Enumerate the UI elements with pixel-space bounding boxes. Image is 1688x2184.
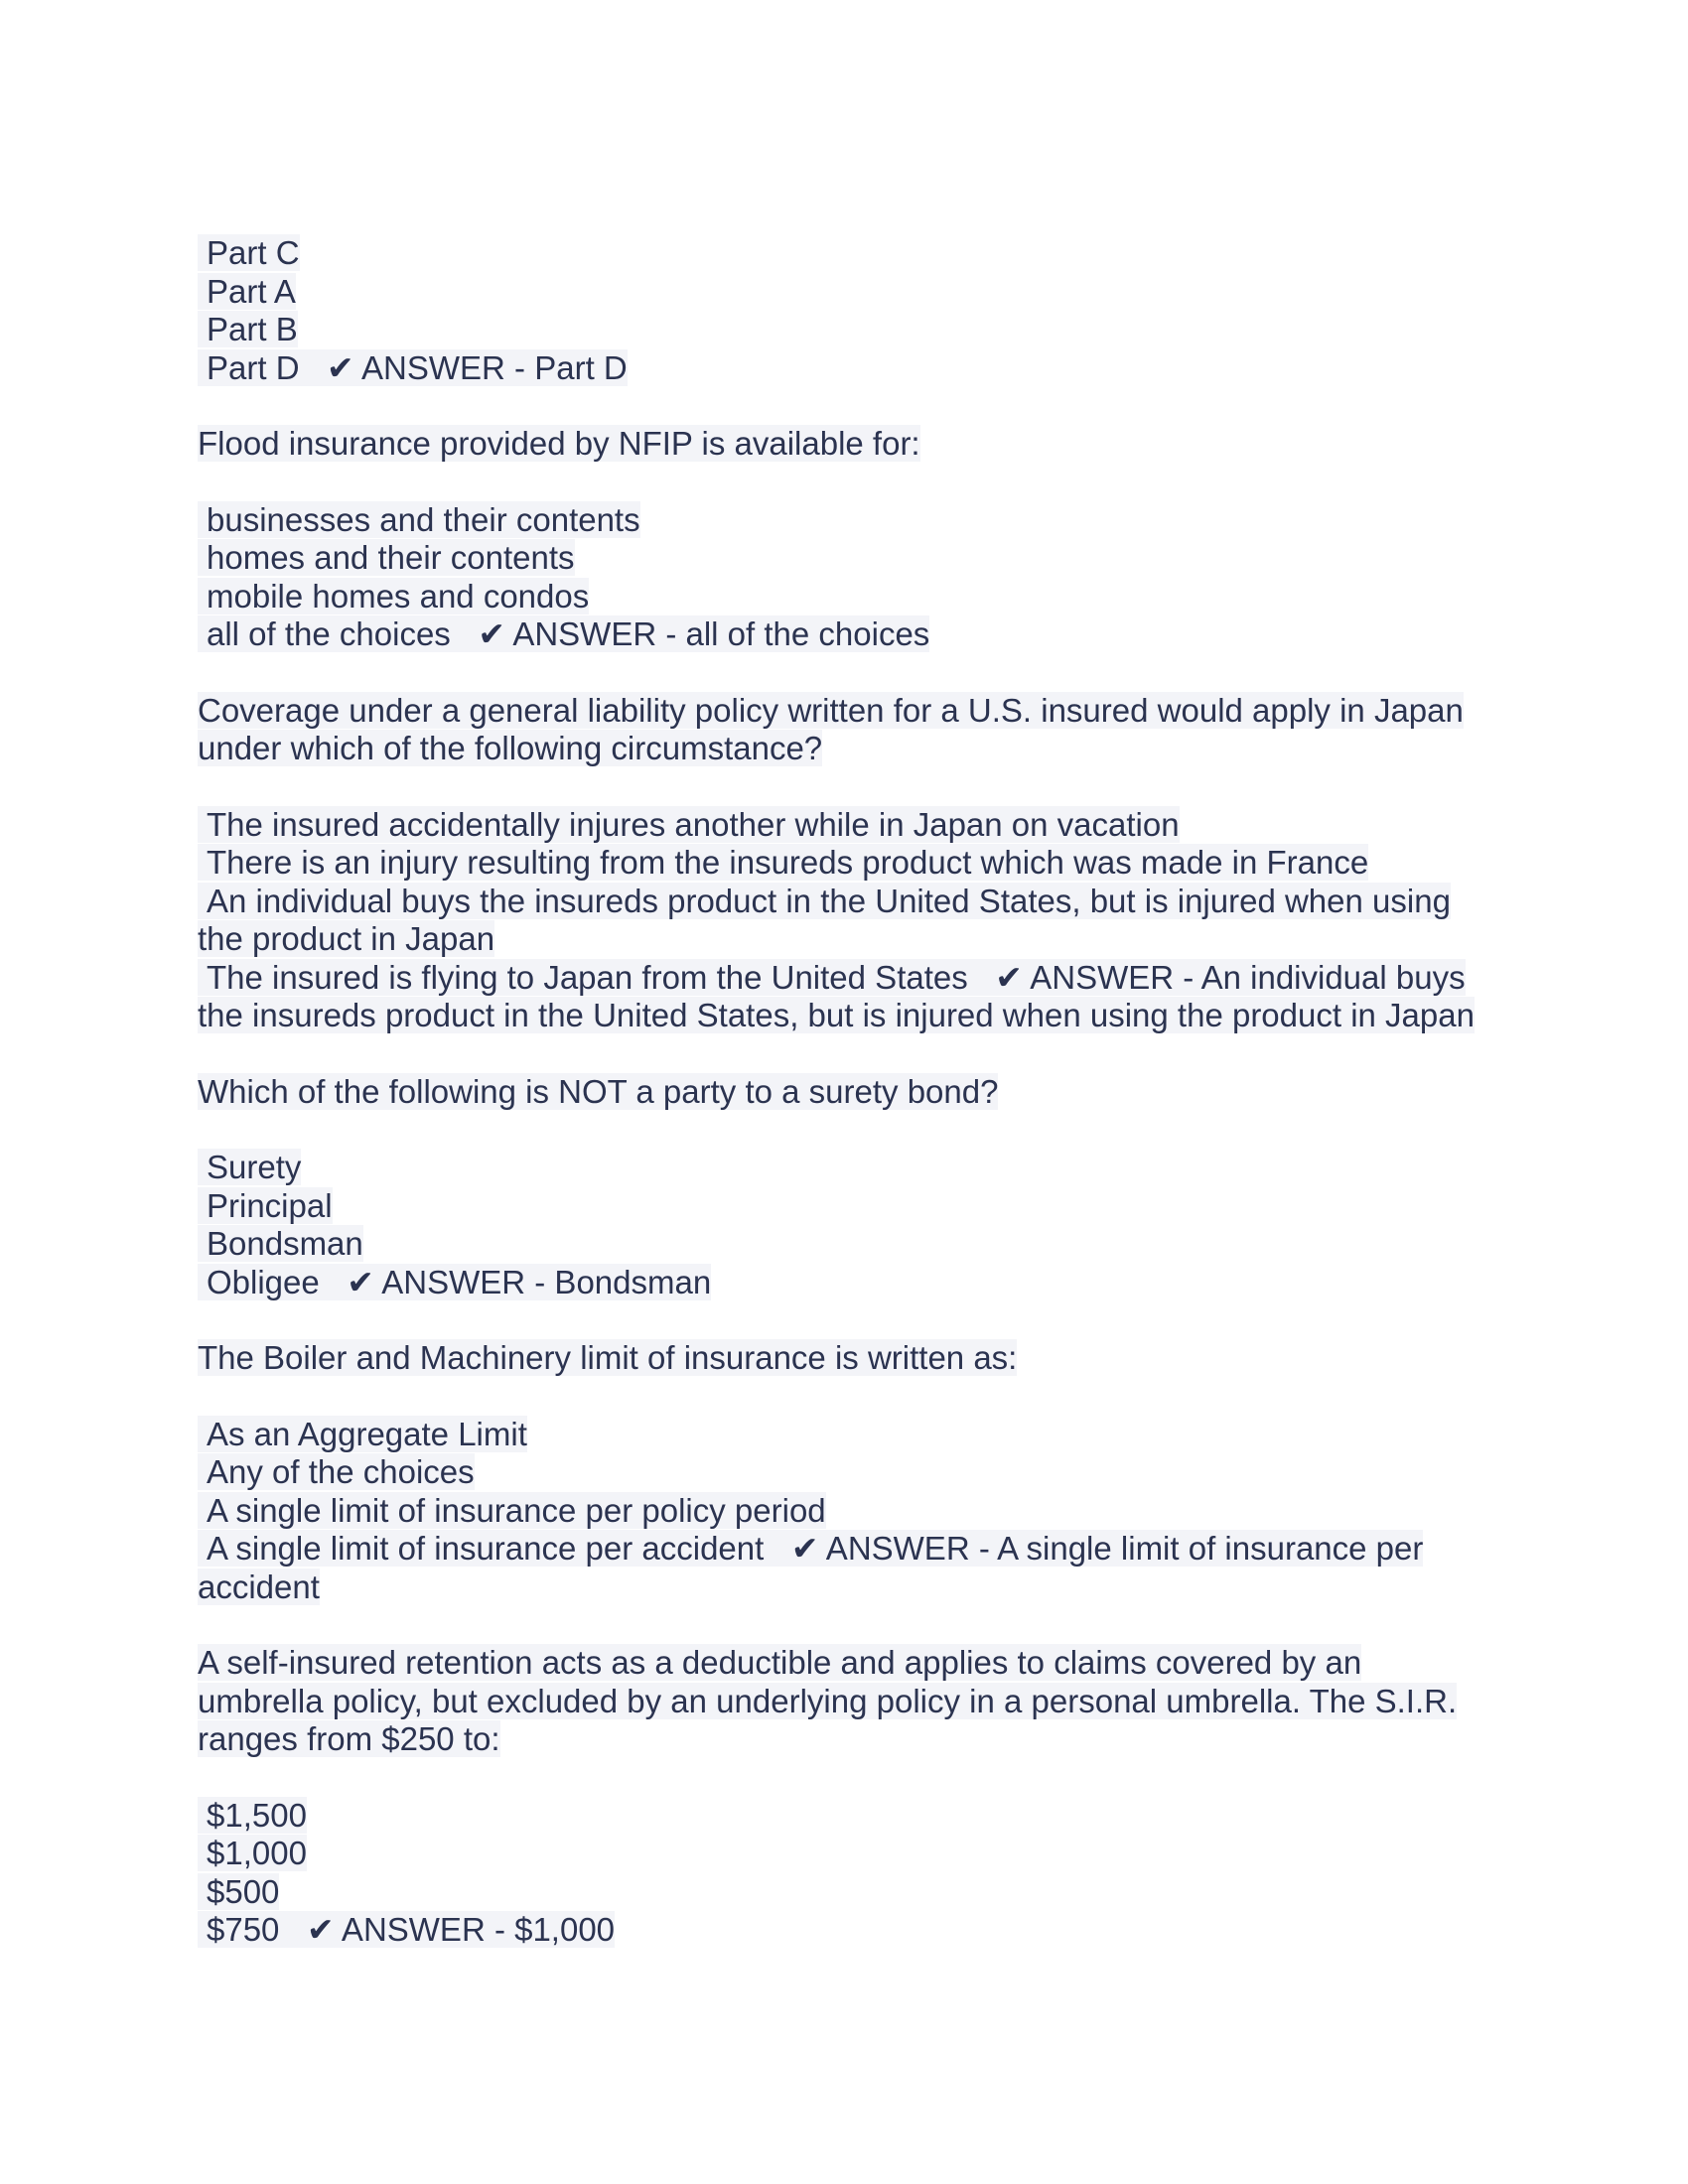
option: $1,000 xyxy=(198,1835,1488,1873)
answer-text: ✔ ANSWER - all of the choices xyxy=(478,615,930,652)
option: Bondsman xyxy=(198,1225,1488,1264)
option: $1,500 xyxy=(198,1797,1488,1836)
option: businesses and their contents xyxy=(198,501,1488,540)
option: Part A xyxy=(198,273,1488,312)
answer-text: ✔ ANSWER - A single limit of insurance per accident xyxy=(198,1530,1424,1605)
option: homes and their contents xyxy=(198,539,1488,578)
option: An individual buys the insureds product in the United States, but is injured when using the product in Japan xyxy=(198,882,1451,957)
answer-text: ✔ ANSWER - An individual buys the insureds product in the United States, but is injured when using the product in Japan xyxy=(198,958,1475,1033)
option-text: Obligee xyxy=(207,1263,320,1300)
option: Surety xyxy=(198,1149,1488,1187)
option-with-answer xyxy=(198,1264,1488,1302)
option-text: A single limit of insurance per accident xyxy=(207,1530,765,1567)
qa-item-1 xyxy=(198,425,1488,654)
qa-item-5 xyxy=(198,1644,1488,1950)
option-text: all of the choices xyxy=(207,615,451,652)
option-text: $750 xyxy=(207,1911,280,1948)
option-with-answer xyxy=(198,1530,1488,1606)
question-text: A self-insured retention acts as a deductible and applies to claims covered by an umbrella policy, but excluded by an underlying policy in a personal umbrella. The S.I.R. ranges from $250 to: xyxy=(198,1644,1458,1757)
option: Principal xyxy=(198,1187,1488,1226)
answer-text: ✔ ANSWER - Bondsman xyxy=(347,1263,712,1300)
option-text: The insured is flying to Japan from the United States xyxy=(207,958,968,996)
option-text: Part D xyxy=(207,348,300,386)
qa-item-0 xyxy=(198,234,1488,387)
question-text: Flood insurance provided by NFIP is available for: xyxy=(198,425,920,462)
option: There is an injury resulting from the insureds product which was made in France xyxy=(198,844,1488,883)
qa-item-2 xyxy=(198,692,1488,1035)
option: Any of the choices xyxy=(198,1453,1488,1492)
document-page xyxy=(198,234,1488,1950)
option: mobile homes and condos xyxy=(198,578,1488,616)
option: Part B xyxy=(198,311,1488,349)
option: A single limit of insurance per policy period xyxy=(198,1492,1488,1531)
qa-item-3 xyxy=(198,1073,1488,1302)
option: Part C xyxy=(198,234,1488,273)
answer-text: ✔ ANSWER - Part D xyxy=(327,348,628,386)
question-text: Which of the following is NOT a party to a surety bond? xyxy=(198,1072,999,1110)
option-with-answer xyxy=(198,615,1488,654)
question-text: The Boiler and Machinery limit of insurance is written as: xyxy=(198,1339,1018,1376)
qa-item-4 xyxy=(198,1339,1488,1606)
option-with-answer xyxy=(198,1911,1488,1950)
question-text: Coverage under a general liability policy written for a U.S. insured would apply in Japan under which of the following circumstance? xyxy=(198,691,1464,766)
option-with-answer xyxy=(198,349,1488,388)
option: $500 xyxy=(198,1873,1488,1912)
option-with-answer xyxy=(198,959,1488,1035)
option: The insured accidentally injures another while in Japan on vacation xyxy=(198,806,1488,845)
option: As an Aggregate Limit xyxy=(198,1416,1488,1454)
answer-text: ✔ ANSWER - $1,000 xyxy=(306,1911,616,1948)
